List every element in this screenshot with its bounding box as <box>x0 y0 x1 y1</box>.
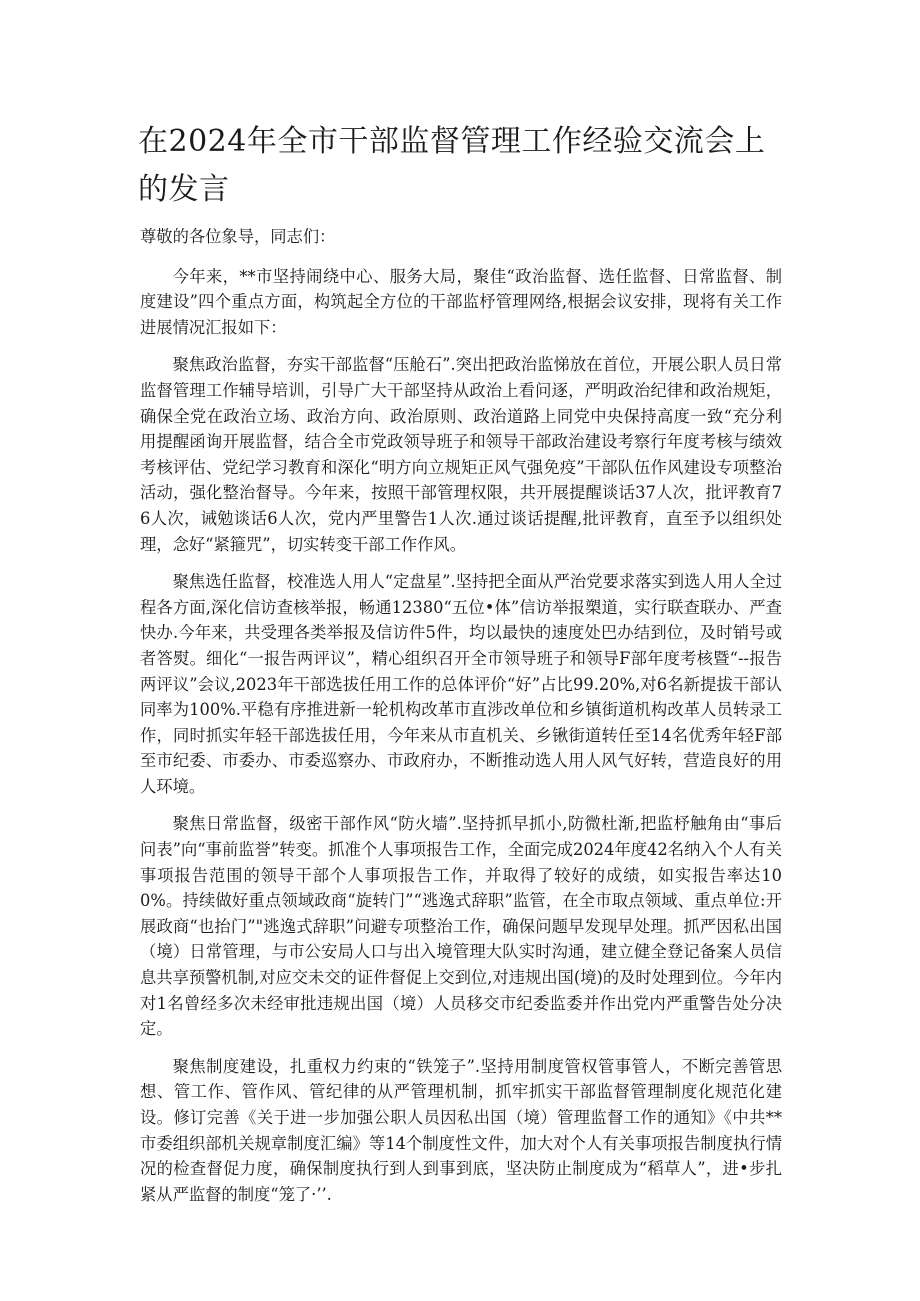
document-body <box>140 224 782 1219</box>
document-title: 在2024年全市干部监督管理工作经验交流会上的发言 <box>138 124 766 207</box>
paragraph-political-supervision: 聚焦政治监督，夯实干部监督“压舱石”.突出把政治监悌放在首位，开展公职人员日常监督管理工作辅导培训，引导广大干部坚持从政治上看问逐，严明政治纪律和政治规矩，确保全党在政治立场、政治方向、政治原则、政治道路上同党中央保持高度一致“充分利用提醒函询开展监督，结合全市党政领导班子和领导干部政治建设考察行年度考核与绩效考核评估、党纪学习教育和深化“明方向立规矩正风气强免疫”干部队伍作风建设专项整治活动，强化整治督导。今年来，按照干部管理权限，共开展提醒谈话37人次，批评教育76人次，诫勉谈话6人次，党内严里警告1人次.通过谈话提醒,批评教育，直至予以组织处理，念好“紧箍咒”，切实转变干部工作作风。 <box>140 355 782 554</box>
paragraph-system-building: 聚焦制度建设，扎重权力约束的“铁笼子”.坚持用制度管权管事管人，不断完善管思想、管工作、管作风、管纪律的从严管理机制，抓牢抓实干部监督管理制度化规范化建设。修订完善《关于进一步加强公职人员因私出国（境）管理监督工作的通知》《中共**市委组织部机关规章制度汇编》等14个制度性文件，加大对个人有关事项报告制度执行情况的检查督促力度，确保制度执行到人到事到底，坚决防止制度成为“稻草人”，进•步扎紧从严监督的制度“笼了·’’. <box>140 1056 782 1204</box>
paragraph-intro: 今年来，**市坚持闹绕中心、服务大局，聚佳“政治监督、选任监督、日常监督、制度建设”四个重点方面，构筑起全方位的干部监杼管理网络,根据会议安排，现将有关工作进展情况汇报如下： <box>140 266 782 337</box>
salutation: 尊敬的各位象导，同志们： <box>140 227 336 246</box>
paragraph-daily-supervision: 聚焦日常监督，级密干部作风“防火墙”.坚持抓早抓小,防微杜渐,把监杼触角由“事后问表”向“事前监誉”转变。抓准个人事项报告工作，全面完成2024年度42名纳入个人有关事项报告范围的领导干部个人事项报告工作，并取得了较好的成绩，如实报告率达100%。持续做好重点领域政商“旋转门”“逃逸式辞职”监管，在全市取点领域、重点单位:开展政商“也抬门”"逃逸式辞职”问避专项整治工作，确保问题早发现早处理。抓严因私出国（境）日常管理，与市公安局人口与出入境管理大队实时沟通，建立健全登记备案人员信息共享预警机制,对应交未交的证件督促上交到位,对违规出国(境)的及时处理到位。今年内对1名曾经多次未经审批违规出国（境）人员移交市纪委监委并作出党内严重警告处分决定。 <box>140 814 782 1039</box>
paragraph-selection-supervision: 聚焦选任监督，校准选人用人“定盘星”.坚持把全面从严治党要求落实到选人用人全过程各方面,深化信访查核举报，畅通12380“五位•体”信访举报槊道，实行联查联办、严查快办.今年来，共受理各类举报及信访件5件，均以最快的速度处巴办结到位，及时销号或者答熨。细化“一报告两评议”，精心组织召开全市领导班子和领导F部年度考核暨“--报告两评议”会议,2023年干部选拔任用工作的总体评价“好”占比99.20%,对6名新提拔干部认同率为100%.平稳有序推进新一轮机构改革市直涉改单位和乡镇街道机构改革人员转录工作，同时抓实年轻干部选拔任用，今年来从市直机关、乡锹街道转任至14名优秀年轻F部至市纪委、市委办、市委巡察办、市政府办，不断推动选人用人风气好转，营造良好的用人环境。 <box>140 572 782 796</box>
